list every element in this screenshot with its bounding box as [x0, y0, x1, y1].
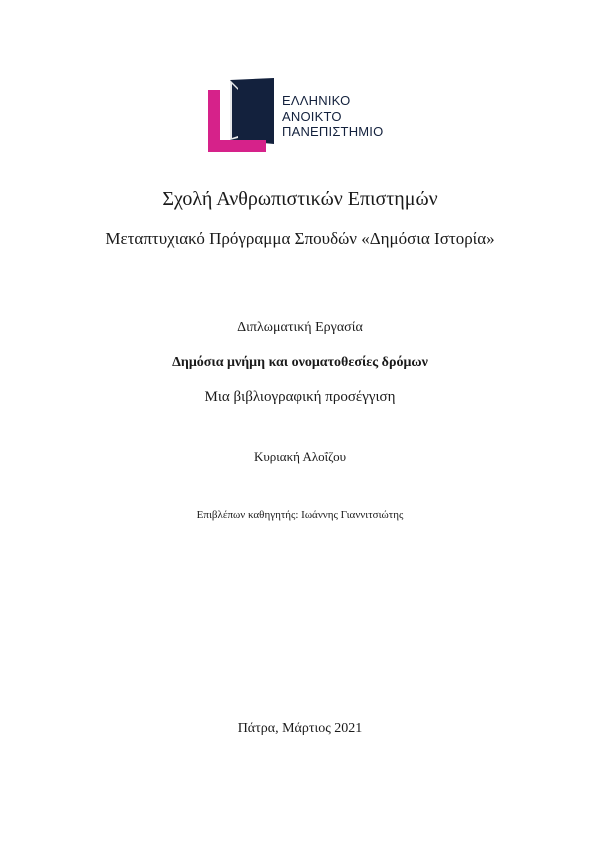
author-name: Κυριακή Αλοΐζου	[253, 449, 347, 464]
logo-text-line-1: ΕΛΛΗΝΙΚΟ	[282, 93, 351, 108]
logo-wordmark	[282, 93, 383, 140]
program-name: Μεταπτυχιακό Πρόγραμμα Σπουδών «Δημόσια Ιστορία»	[105, 229, 495, 248]
place-date: Πάτρα, Μάρτιος 2021	[237, 721, 363, 736]
school-name: Σχολή Ανθρωπιστικών Επιστημών	[162, 188, 438, 210]
university-logo	[208, 78, 398, 152]
thesis-title: Δημόσια μνήμη και ονοματοθεσίες δρόμων	[172, 355, 428, 370]
supervisor: Επιβλέπων καθηγητής: Ιωάννης Γιαννιτσιώτης	[196, 509, 404, 521]
logo-text-line-2: ΑΝΟΙΚΤΟ	[282, 108, 342, 124]
thesis-subtitle: Μια βιβλιογραφική προσέγγιση	[204, 389, 396, 405]
logo-text-line-3: ΠΑΝΕΠΙΣΤΗΜΙΟ	[282, 124, 384, 139]
logo-emblem-icon	[208, 78, 280, 152]
document-type: Διπλωματική Εργασία	[237, 320, 363, 335]
